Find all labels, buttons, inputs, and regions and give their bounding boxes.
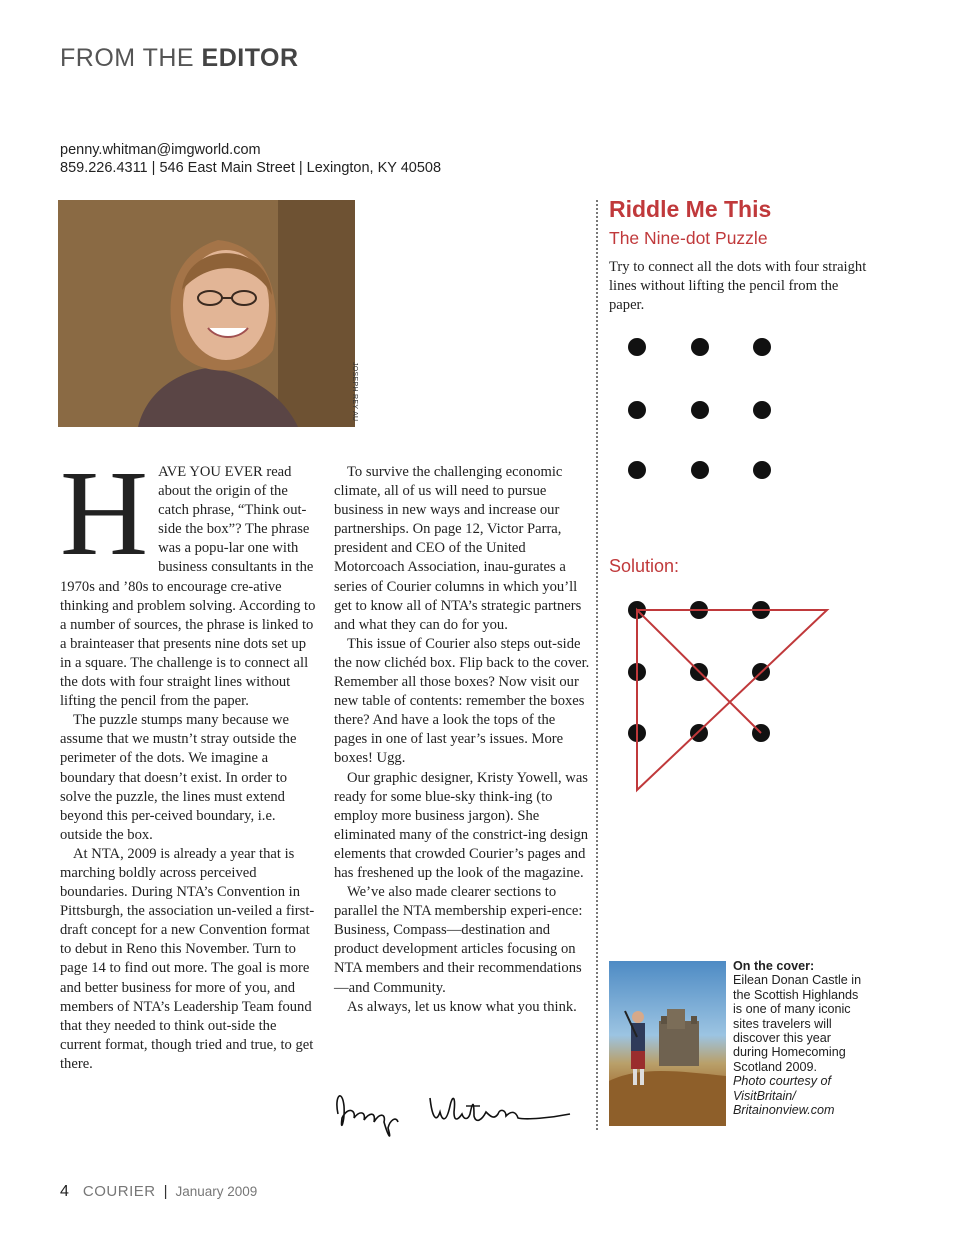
paragraph: At NTA, 2009 is already a year that is marching boldly across perceived boundaries. During NTA’s Convention in Pittsburgh, the association un-veiled a first-draft concept for a new Convention format to debut in Reno this November. Turn to page 14 to find out more. The goal is more and better business for more of you, and members of NTA’s Leadership Team found that they needed to think out-side the current format, though tried and true, to get there. (60, 845, 315, 1072)
riddle-subtitle: The Nine-dot Puzzle (609, 228, 768, 248)
editor-portrait-icon (58, 200, 355, 427)
cover-photo (609, 961, 726, 1126)
issue-date: January 2009 (175, 1184, 258, 1199)
cover-caption-credit: Photo courtesy of VisitBritain/ Britainonview.com (733, 1074, 835, 1118)
castle-bagpiper-icon (609, 961, 726, 1126)
nine-dot-puzzle (615, 325, 785, 495)
puzzle-dot (753, 401, 771, 419)
article-column-2 (334, 463, 590, 1017)
photo-credit: JOSEPH REY AU (351, 362, 358, 422)
editor-email[interactable]: penny.whitman@imgworld.com (60, 142, 261, 158)
puzzle-dot (628, 338, 646, 356)
signature-icon (330, 1076, 580, 1146)
drop-cap: H (60, 446, 149, 581)
paragraph: To survive the challenging economic climate, all of us will need to pursue business in new ways and increase our partnerships. On page 12, Victor Parra, president and CEO of the United Motorcoach Association, inau-gurates a series of Courier columns in which you’ll get to know all of NTA’s strategic partners and what they can do for you. (334, 464, 582, 633)
page-footer (60, 1183, 257, 1201)
paragraph: As always, let us know what you think. (347, 998, 577, 1015)
paragraph: AVE YOU EVER read about the origin of the catch phrase, “Think out-side the box”? The phrase was a popu-lar one with business consultants in the 1970s and ’80s to encourage cre-ative thinking and problem solving. According to a number of sources, the phrase is linked to a brainteaser that presents nine dots set up in a square. The challenge is to connect all the dots with four straight lines without lifting the pencil from the paper. (60, 464, 316, 710)
editor-contact (60, 141, 441, 177)
paragraph: Our graphic designer, Kristy Yowell, was ready for some blue-sky think-ing (to employ more business jargon). She eliminated many of the constrict-ing design elements that crowded Courier’s pages and has freshened up the look of the magazine. (334, 769, 589, 881)
header-bold: EDITOR (201, 44, 299, 72)
puzzle-dot (691, 401, 709, 419)
puzzle-dot (628, 461, 646, 479)
column-divider (596, 200, 598, 1130)
puzzle-dot (753, 461, 771, 479)
section-header (60, 44, 299, 73)
solution-dot (690, 724, 708, 742)
footer-separator: | (163, 1183, 168, 1200)
solution-label: Solution: (609, 556, 680, 576)
magazine-name: COURIER (82, 1183, 156, 1200)
puzzle-dot (753, 338, 771, 356)
editor-address: 859.226.4311 | 546 East Main Street | Lexington, KY 40508 (60, 160, 442, 176)
page-number: 4 (60, 1183, 69, 1200)
puzzle-dot (691, 338, 709, 356)
paragraph: We’ve also made clearer sections to parallel the NTA membership experi-ence: Business, Compass—destination and product development articles focusing on NTA members and their recommendations—and Community. (334, 884, 583, 996)
nine-dot-solution (615, 590, 845, 800)
solution-lines (637, 610, 827, 790)
riddle-title: Riddle Me This (609, 196, 772, 222)
riddle-instructions: Try to connect all the dots with four straight lines without lifting the pencil from the paper. (609, 259, 867, 314)
paragraph: The puzzle stumps many because we assume that we mustn’t stray outside the perimeter of the dots. We imagine a boundary that doesn’t exist. In order to solve the puzzle, the lines must extend beyond this per-ceived boundary, i.e. outside the box. (60, 712, 297, 843)
cover-caption-title: On the cover: (733, 959, 815, 973)
puzzle-dot (628, 401, 646, 419)
cover-caption (733, 959, 863, 1117)
puzzle-dot (691, 461, 709, 479)
article-column-1 (60, 446, 318, 1074)
header-light: FROM THE (60, 44, 202, 72)
cover-caption-text: Eilean Donan Castle in the Scottish Highlands is one of many iconic sites travelers will discover this year during Homecoming Scotland 2009. (733, 973, 862, 1074)
paragraph: This issue of Courier also steps out-side the now clichéd box. Flip back to the cover. Remember all those boxes? Now visit our new table of contents: remember the boxes there? And have a look the tops of the pages in one of last year’s issues. More boxes! Ugg. (334, 635, 590, 767)
editor-photo (58, 200, 355, 427)
